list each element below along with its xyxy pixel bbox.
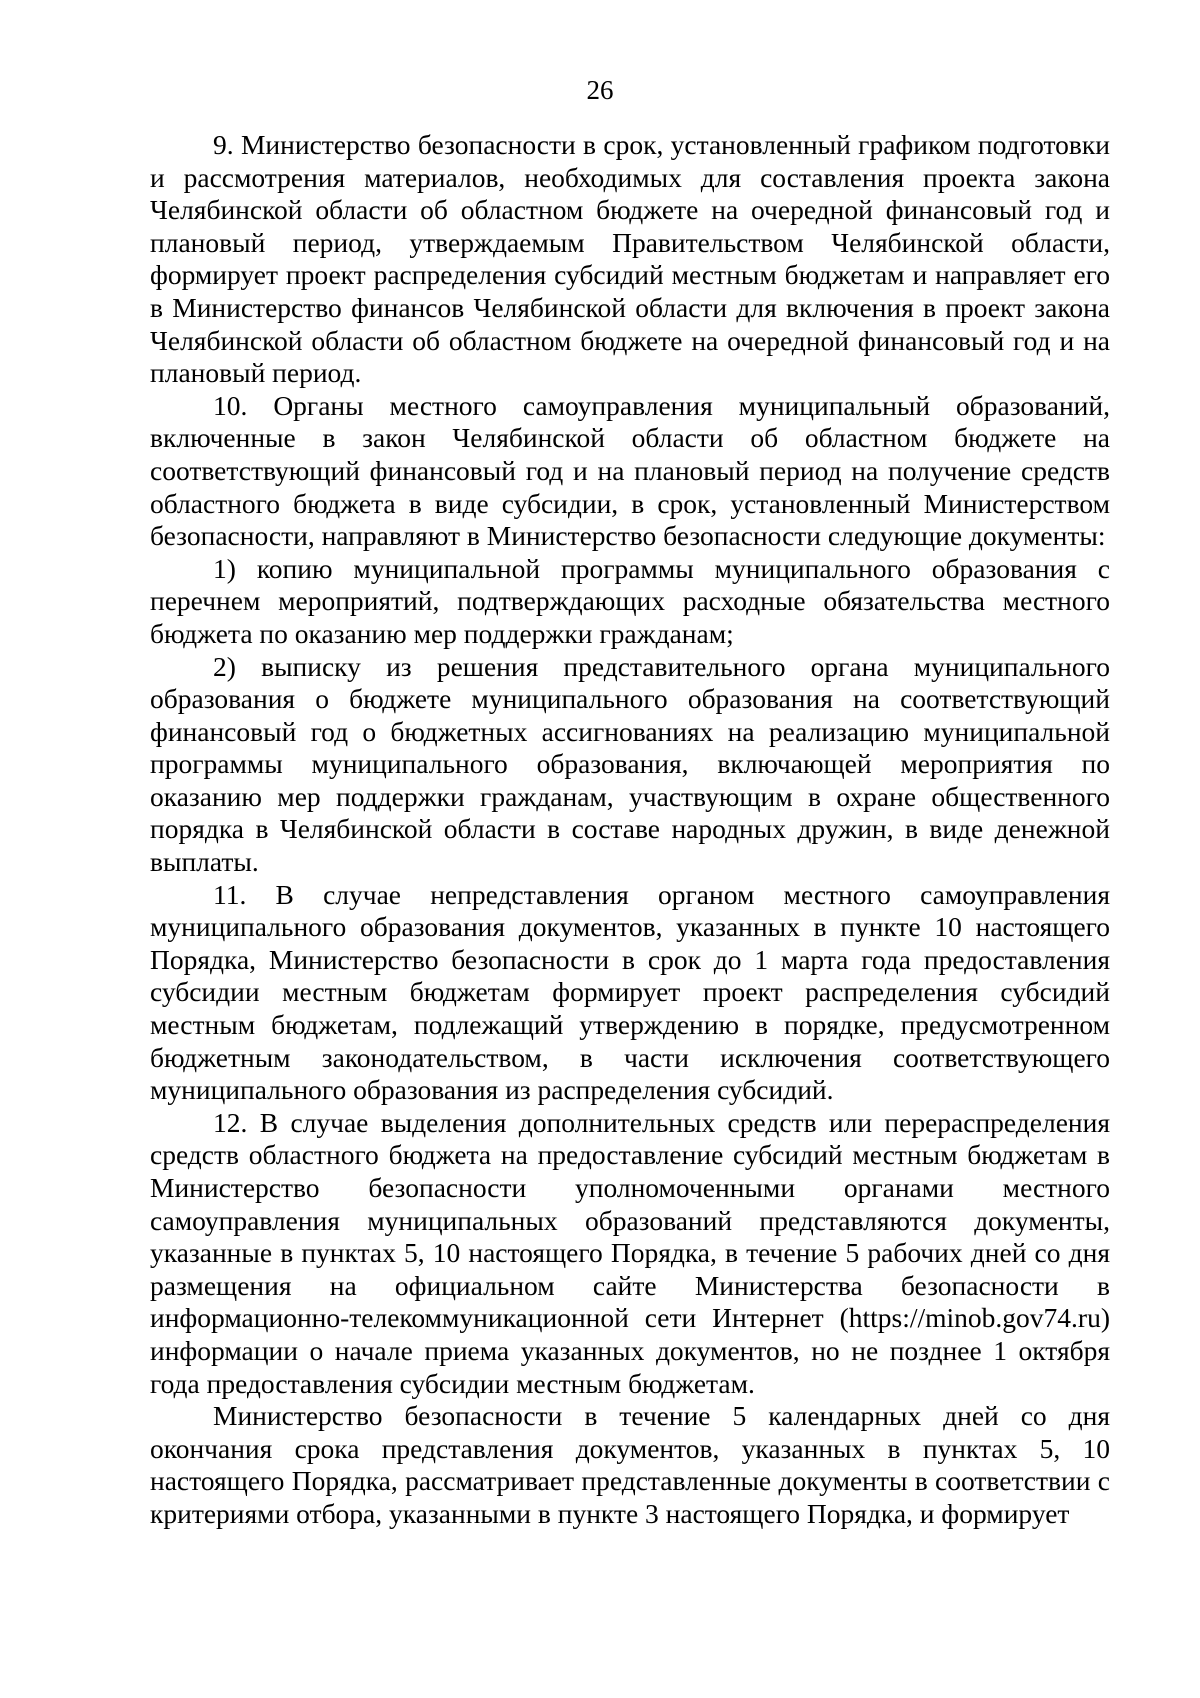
page-number: 26 (586, 75, 614, 105)
paragraph-10: 10. Органы местного самоуправления муниципальный образований, включенные в закон Челябинской области об областном бюджете на соответствующий финансовый год и на плановый период на получение средств областного бюджета в виде субсидии, в срок, установленный Министерством безопасности, направляют в Министерство безопасности следующие документы: (150, 389, 1110, 552)
paragraph-9: 9. Министерство безопасности в срок, установленный графиком подготовки и рассмотрения материалов, необходимых для составления проекта закона Челябинской области об областном бюджете на очередной финансовый год и плановый период, утверждаемым Правительством Челябинской области, формирует проект распределения субсидий местным бюджетам и направляет его в Министерство финансов Челябинской области для включения в проект закона Челябинской области об областном бюджете на очередной финансовый год и на плановый период. (150, 129, 1110, 389)
paragraph-10-item-1: 1) копию муниципальной программы муниципального образования с перечнем мероприятий, подтверждающих расходные обязательства местного бюджета по оказанию мер поддержки гражданам; (150, 552, 1110, 649)
paragraph-10-item-2: 2) выписку из решения представительного органа муниципального образования о бюджете муниципального образования на соответствующий финансовый год о бюджетных ассигнованиях на реализацию муниципальной программы муниципального образования, включающей мероприятия по оказанию мер поддержки гражданам, участвующим в охране общественного порядка в Челябинской области в составе народных дружин, в виде денежной выплаты. (150, 650, 1110, 878)
paragraph-11: 11. В случае непредставления органом местного самоуправления муниципального образования документов, указанных в пункте 10 настоящего Порядка, Министерство безопасности в срок до 1 марта года предоставления субсидии местным бюджетам формирует проект распределения субсидий местным бюджетам, подлежащий утверждению в порядке, предусмотренном бюджетным законодательством, в части исключения соответствующего муниципального образования из распределения субсидий. (150, 878, 1110, 1106)
paragraph-12-continuation: Министерство безопасности в течение 5 календарных дней со дня окончания срока представления документов, указанных в пунктах 5, 10 настоящего Порядка, рассматривает представленные документы в соответствии с критериями отбора, указанными в пункте 3 настоящего Порядка, и формирует (150, 1400, 1110, 1529)
paragraph-12: 12. В случае выделения дополнительных средств или перераспределения средств областного бюджета на предоставление субсидий местным бюджетам в Министерство безопасности уполномоченными органами местного самоуправления муниципальных образований представляются документы, указанные в пунктах 5, 10 настоящего Порядка, в течение 5 рабочих дней со дня размещения на официальном сайте Министерства безопасности в информационно-телекоммуникационной сети Интернет (https://minob.gov74.ru) информации о начале приема указанных документов, но не позднее 1 октября года предоставления субсидии местным бюджетам. (150, 1106, 1110, 1399)
document-body (150, 129, 1110, 1531)
